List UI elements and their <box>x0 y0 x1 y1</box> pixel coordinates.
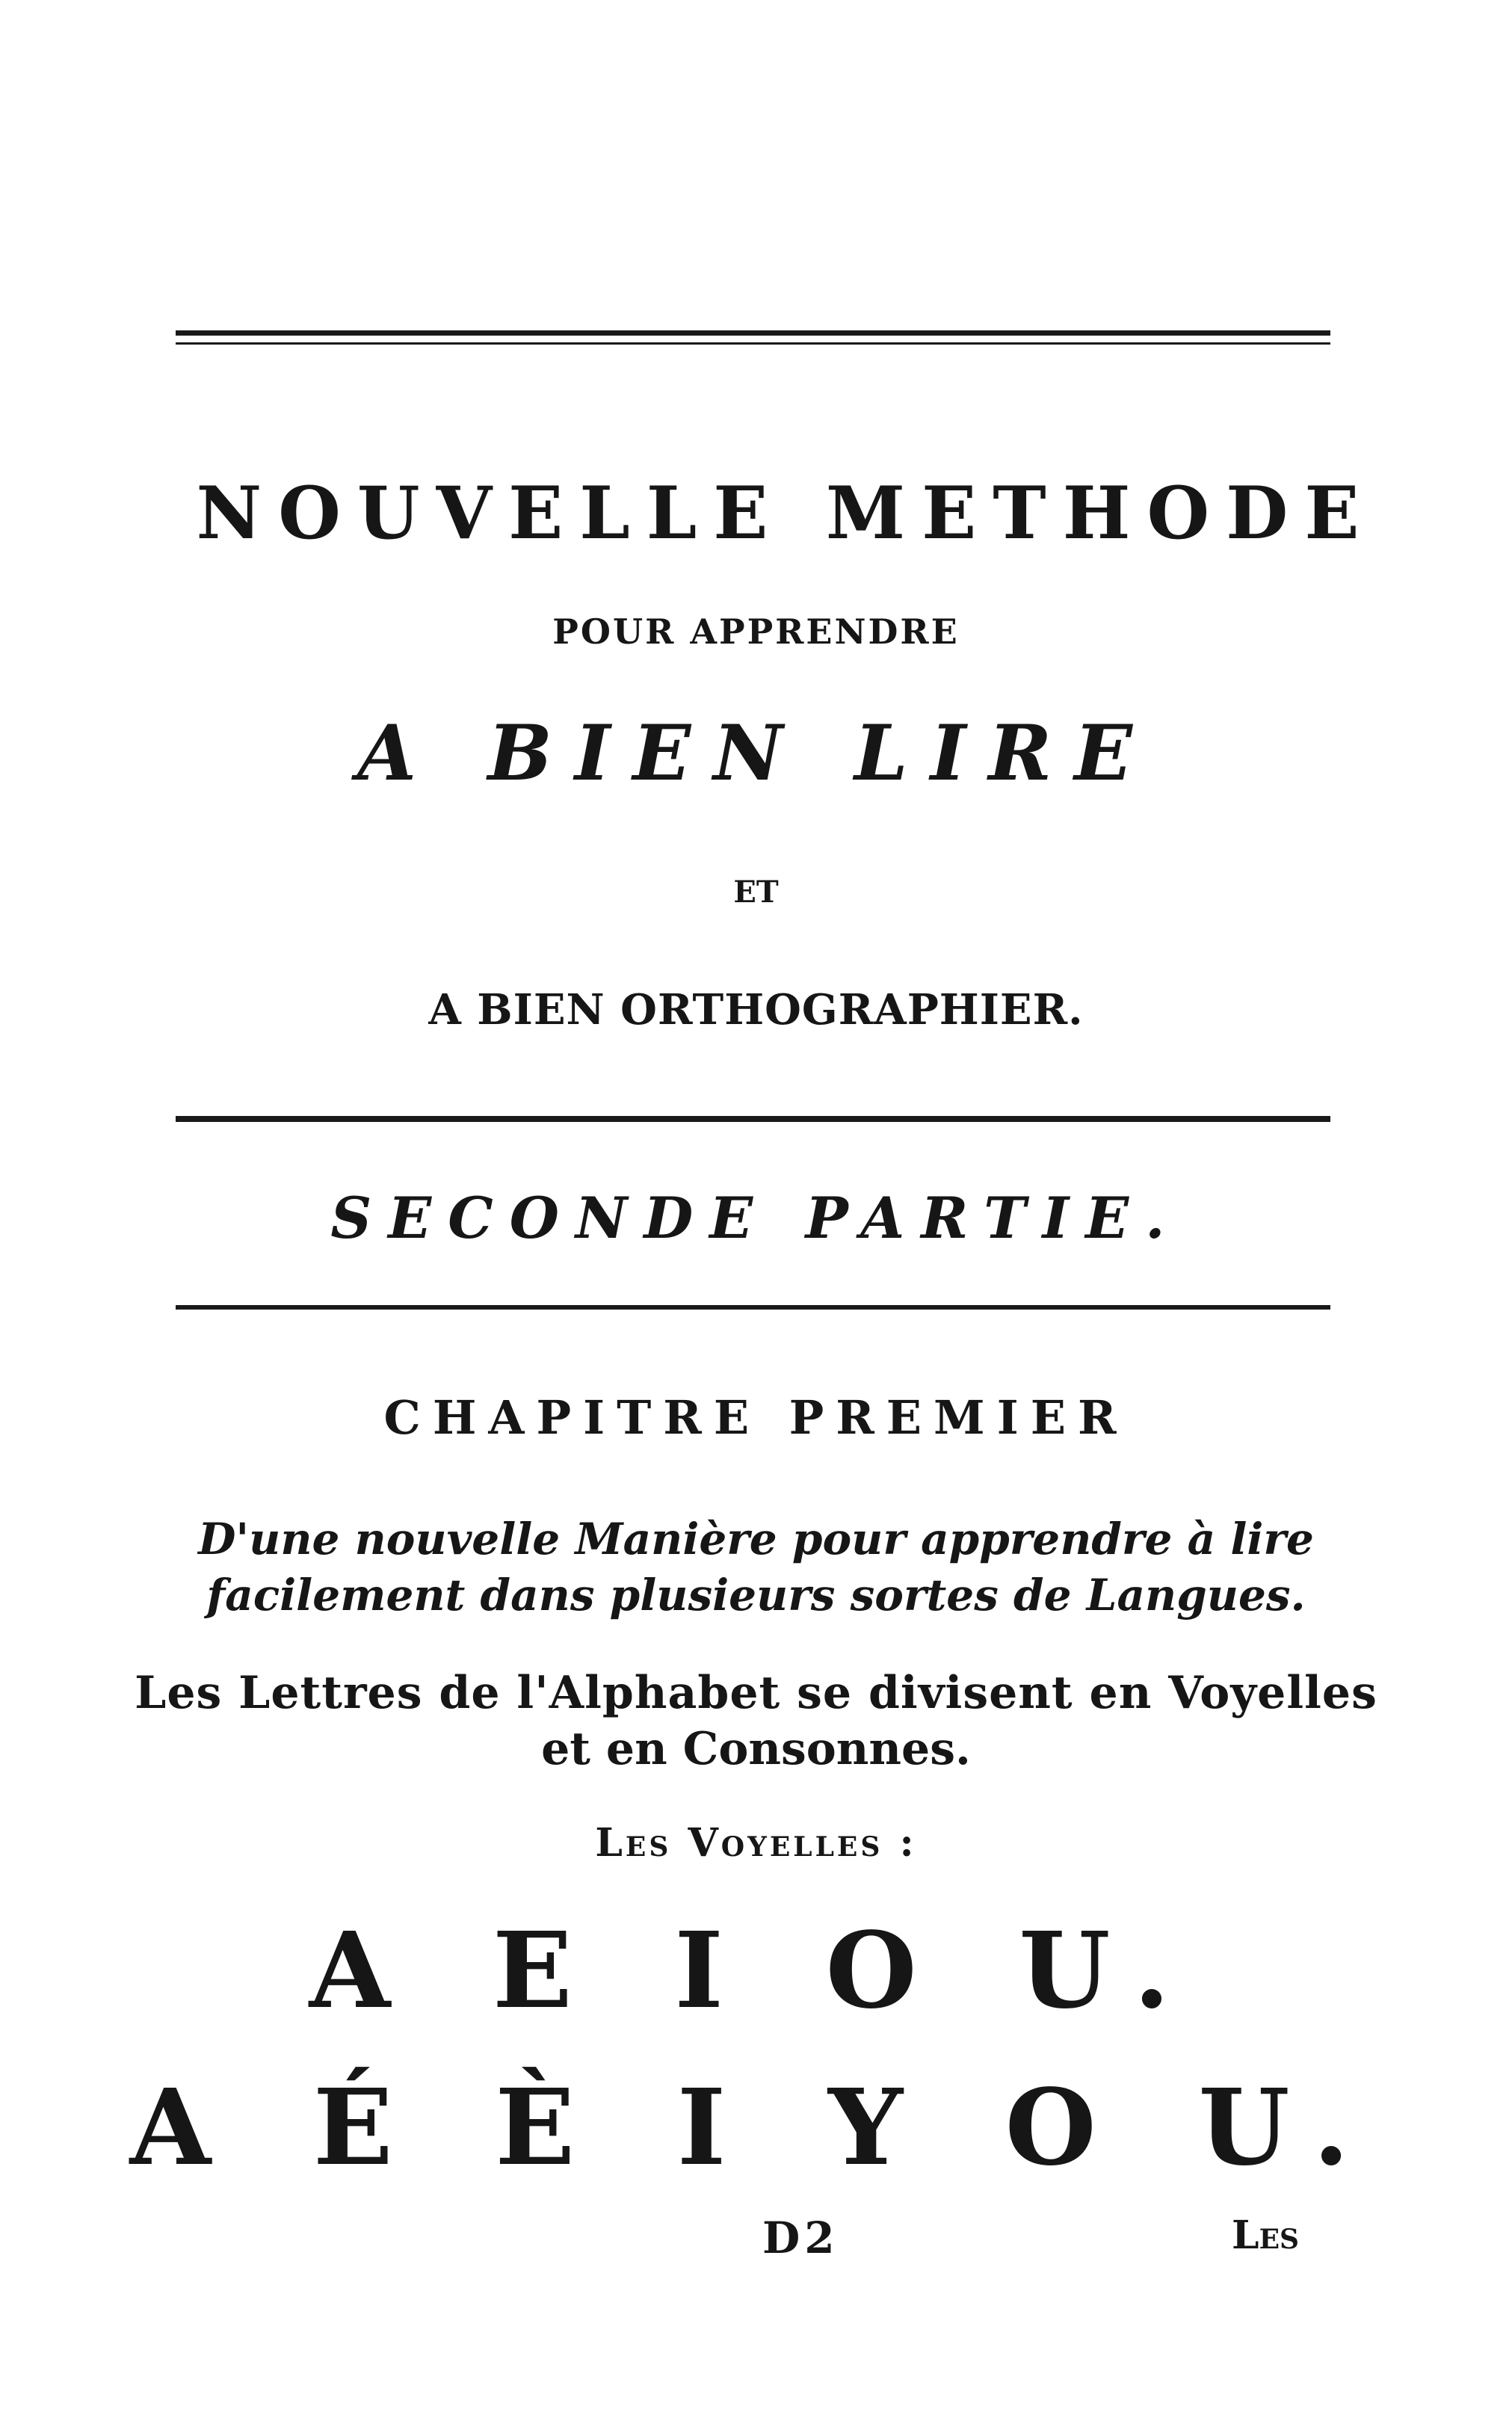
title-emphasis: A BIEN LIRE <box>357 709 1155 798</box>
signature-mark: D2 <box>762 2213 839 2263</box>
catchword: Les <box>1232 2213 1299 2258</box>
title-second-line: A BIEN ORTHOGRAPHIER. <box>428 985 1084 1034</box>
body-text-line2: et en Consonnes. <box>541 1723 971 1775</box>
top-rule-thick <box>176 330 1330 336</box>
part-heading: SECONDE PARTIE. <box>330 1185 1182 1251</box>
vowels-row-1: A E I O U. <box>309 1910 1203 2032</box>
body-text-line1: Les Lettres de l'Alphabet se divisent en Voyelles <box>135 1667 1377 1719</box>
chapter-description-line1: D'une nouvelle Manière pour apprendre à lire <box>198 1514 1314 1564</box>
lower-rule <box>176 1305 1330 1310</box>
vowels-row-2: A É È I Y O U. <box>129 2067 1383 2189</box>
top-rule-thin <box>176 342 1330 345</box>
chapter-heading: CHAPITRE PREMIER <box>383 1390 1129 1445</box>
chapter-description-line2: facilement dans plusieurs sortes de Langues. <box>206 1570 1306 1621</box>
title-conjunction: ET <box>733 875 779 910</box>
book-title: NOUVELLE METHODE <box>196 471 1376 555</box>
title-subtitle: POUR APPRENDRE <box>552 611 960 652</box>
vowels-label: Les Voyelles : <box>595 1820 917 1866</box>
middle-rule <box>176 1116 1330 1122</box>
